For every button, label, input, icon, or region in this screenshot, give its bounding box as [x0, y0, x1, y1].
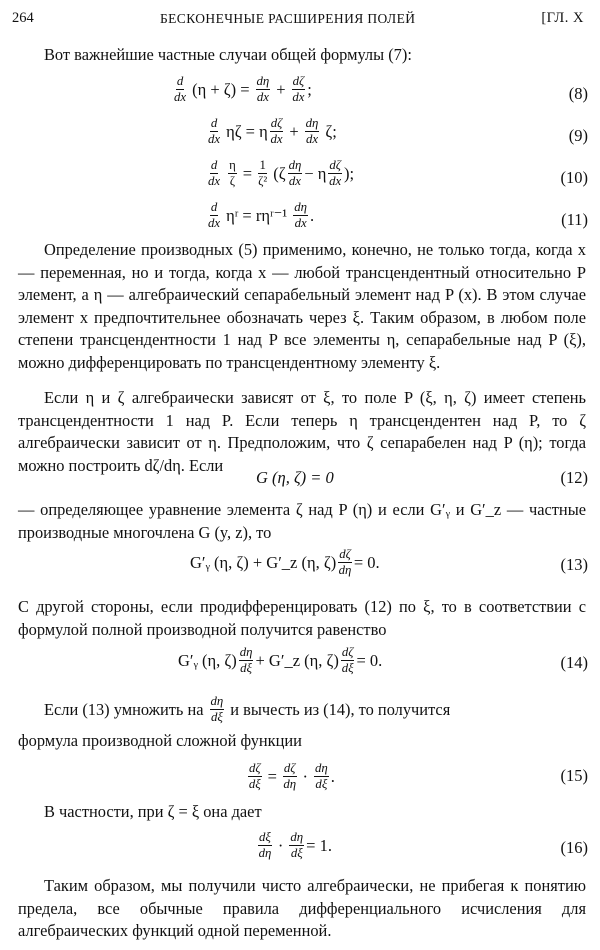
paragraph-inline-fraction: Если (13) умножить на $\frac{d\eta}{d\xi}$ и вычесть из (14), то получится	[44, 694, 451, 724]
fraction: $\frac{d\zeta}{d\xi}$	[341, 645, 354, 675]
fraction: $\frac{d\xi}{d\eta}$	[258, 830, 272, 860]
equation-11: $\frac{d}{dx}$ ηʳ = rηʳ⁻¹ $\frac{d\eta}{dx}$ .	[208, 200, 315, 230]
fraction: $\frac{d\zeta}{d\eta}$	[283, 761, 297, 791]
equation-10: $\frac{d}{dx}$ $\frac{\eta}{\zeta}$ = $\frac{1}{\text{ζ²}}$ (ζ $\frac{d\eta}{dx}$ − η $\frac{d\zeta}{dx}$ );	[208, 158, 355, 188]
equation-12: G (η, ζ) = 0	[256, 468, 334, 487]
paragraph: Таким образом, мы получили чисто алгебраически, не прибегая к понятию предела, все обычные правила дифференциального исчисления для алгебраических функций одной переменной.	[18, 876, 586, 941]
fraction: $\frac{d\eta}{dx}$	[288, 158, 302, 188]
fraction: $\frac{d\eta}{dx}$	[294, 200, 307, 230]
equation-13: G′ᵧ (η, ζ) + G′_z (η, ζ) $\frac{d\zeta}{d\eta}$ = 0.	[190, 547, 380, 577]
fraction: $\frac{d\zeta}{dx}$	[329, 158, 342, 188]
fraction: $\frac{d}{dx}$	[208, 200, 221, 230]
fraction: $\frac{d\eta}{d\xi}$	[315, 761, 328, 791]
paragraph: — определяющее уравнение элемента ζ над P (η) и если G′ᵧ и G′_z — частные производные многочлена G (y, z), то	[18, 500, 586, 542]
page-header	[12, 10, 584, 32]
equation-number-16: (16)	[560, 838, 588, 857]
equation-number-15: (15)	[560, 766, 588, 785]
fraction: $\frac{d\zeta}{d\eta}$	[338, 547, 352, 577]
paragraph: С другой стороны, если продифференцировать (12) по ξ, то в соответствии с формулой полной производной получится равенство	[18, 597, 586, 639]
equation-15: $\frac{d\zeta}{d\xi}$ = $\frac{d\zeta}{d\eta}$ · $\frac{d\eta}{d\xi}$ .	[248, 761, 335, 791]
fraction: $\frac{\eta}{\zeta}$	[229, 158, 236, 188]
fraction: $\frac{d\zeta}{dx}$	[270, 116, 283, 146]
running-title: БЕСКОНЕЧНЫЕ РАСШИРЕНИЯ ПОЛЕЙ	[160, 11, 416, 26]
paragraph: формула производной сложной функции	[18, 731, 302, 750]
paragraph: В частности, при ζ = ξ она дает	[44, 802, 262, 821]
equation-number-12: (12)	[560, 468, 588, 487]
fraction: $\frac{d\eta}{d\xi}$	[210, 694, 224, 724]
fraction: $\frac{d\eta}{dx}$	[256, 74, 270, 104]
equation-number-11: (11)	[561, 210, 588, 229]
fraction: $\frac{1}{\text{ζ²}}$	[258, 158, 268, 188]
fraction: $\frac{d\eta}{dx}$	[305, 116, 319, 146]
fraction: $\frac{d\eta}{d\xi}$	[290, 830, 304, 860]
paragraph: Если η и ζ алгебраически зависят от ξ, то поле P (ξ, η, ζ) имеет степень трансцендентности 1 над P. Если теперь η трансцендентен над P, то ζ алгебраически зависит от η. Предположим, что ζ сепарабелен над P (η); тогда можно построить dζ/dη. Если	[18, 388, 586, 475]
equation-number-13: (13)	[560, 555, 588, 574]
page-number: 264	[12, 10, 34, 26]
paragraph: Определение производных (5) применимо, конечно, не только тогда, когда x — переменная, но и тогда, когда x — любой трансцендентный относительно P элемент, а η — алгебраический сепарабельный элемент над P (x). В этом случае элемент x предпочтительнее обозначать через ξ. Таким образом, в любом поле степени трансцендентности 1 над P все элементы η, сепарабельные над P (ξ), можно дифференцировать по трансцендентному элементу ξ.	[18, 240, 586, 372]
equation-16: $\frac{d\xi}{d\eta}$ · $\frac{d\eta}{d\xi}$ = 1.	[258, 830, 332, 860]
equation-9: $\frac{d}{dx}$ ηζ = η $\frac{d\zeta}{dx}$ + $\frac{d\eta}{dx}$ ζ;	[208, 116, 337, 146]
chapter-marker: [ГЛ. X	[541, 10, 584, 26]
fraction: $\frac{d\zeta}{d\xi}$	[248, 761, 261, 791]
fraction: $\frac{d\eta}{d\xi}$	[239, 645, 253, 675]
fraction: $\frac{d}{dx}$	[208, 158, 221, 188]
fraction: $\frac{d\zeta}{dx}$	[292, 74, 305, 104]
fraction: $\frac{d}{dx}$	[174, 74, 187, 104]
equation-number-9: (9)	[568, 126, 588, 145]
equation-number-8: (8)	[568, 84, 588, 103]
equation-14: G′ᵧ (η, ζ) $\frac{d\eta}{d\xi}$ + G′_z (η, ζ) $\frac{d\zeta}{d\xi}$ = 0.	[178, 645, 383, 675]
equation-8: $\frac{d}{dx}$ (η + ζ) = $\frac{d\eta}{dx}$ + $\frac{d\zeta}{dx}$ ;	[174, 74, 312, 104]
equation-number-14: (14)	[560, 653, 588, 672]
equation-number-10: (10)	[560, 168, 588, 187]
fraction: $\frac{d}{dx}$	[208, 116, 221, 146]
intro-text: Вот важнейшие частные случаи общей формулы (7):	[44, 45, 412, 64]
